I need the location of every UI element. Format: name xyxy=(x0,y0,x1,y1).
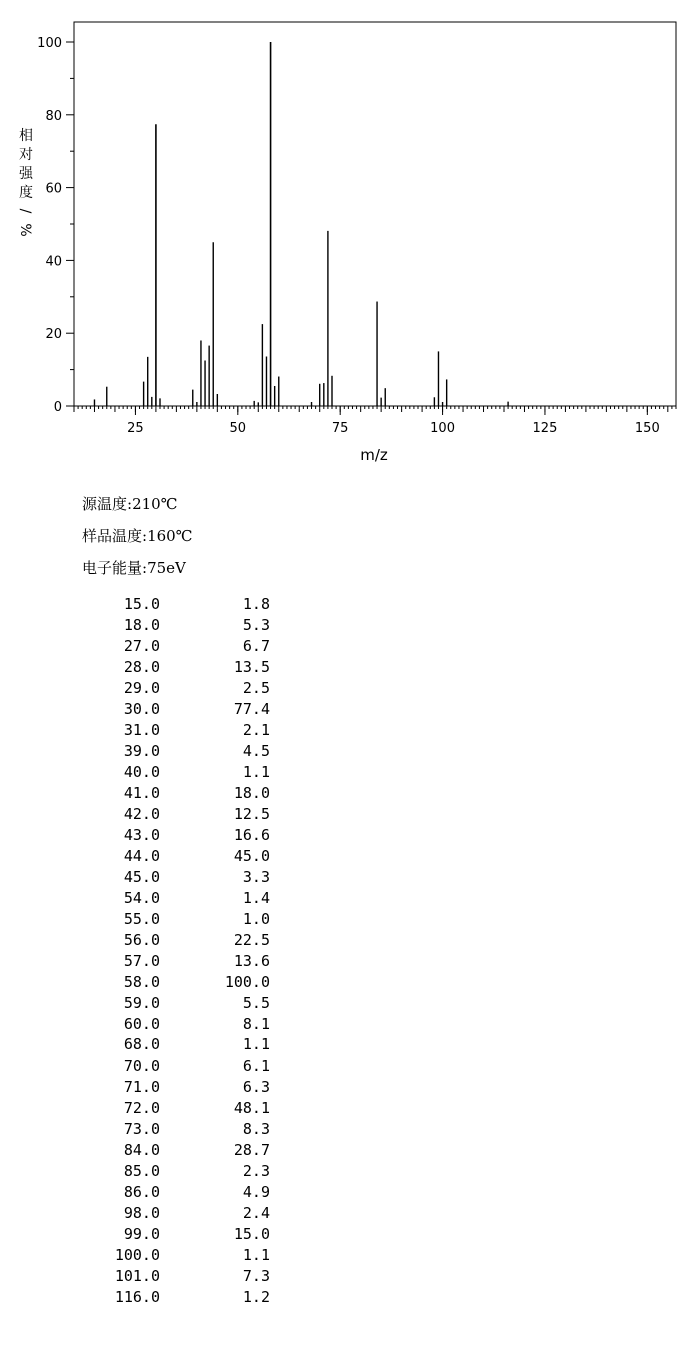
peak-mz: 60.0 xyxy=(123,1015,160,1033)
peak-intensity: 6.7 xyxy=(242,637,270,655)
peak-mz: 98.0 xyxy=(123,1204,160,1222)
y-tick-label: 100 xyxy=(37,36,62,51)
peak-table-row xyxy=(100,741,270,761)
condition-electron-energy: 电子能量:75eV xyxy=(82,559,186,577)
peak-table-row xyxy=(100,1182,270,1202)
peak-intensity: 1.4 xyxy=(242,889,270,907)
y-axis-title-char: 相 xyxy=(19,128,33,144)
plot-frame xyxy=(74,22,676,406)
peak-intensity: 2.1 xyxy=(242,721,270,739)
peak-intensity: 2.4 xyxy=(242,1204,270,1222)
peak-intensity: 6.3 xyxy=(242,1078,270,1096)
peak-intensity: 1.2 xyxy=(242,1288,270,1306)
peak-intensity: 1.1 xyxy=(242,1246,270,1264)
y-axis-title-char: % xyxy=(17,223,33,237)
x-tick-label: 75 xyxy=(331,421,349,436)
peak-mz: 39.0 xyxy=(123,742,160,760)
x-tick-label: 100 xyxy=(430,421,455,436)
peak-intensity: 6.1 xyxy=(242,1057,270,1075)
peak-intensity: 12.5 xyxy=(233,805,270,823)
peak-table-row xyxy=(100,888,270,908)
y-axis-title-char: / xyxy=(17,208,33,214)
peak-mz: 73.0 xyxy=(123,1120,160,1138)
peak-intensity: 16.6 xyxy=(233,826,270,844)
peak-mz: 30.0 xyxy=(123,700,160,718)
y-tick-label: 80 xyxy=(45,108,62,124)
peak-mz: 116.0 xyxy=(114,1288,160,1306)
mass-spectrum-chart xyxy=(0,0,687,470)
peak-table-row xyxy=(100,909,270,929)
peak-intensity: 8.3 xyxy=(242,1120,270,1138)
peak-intensity: 18.0 xyxy=(233,784,270,802)
peak-table-row xyxy=(100,1203,270,1223)
peak-mz: 15.0 xyxy=(123,595,160,613)
peak-intensity: 13.5 xyxy=(233,658,270,676)
peak-table-row xyxy=(100,825,270,845)
condition-label: 电子能量 xyxy=(82,559,143,577)
peak-mz: 68.0 xyxy=(123,1035,160,1053)
peak-table-row xyxy=(100,846,270,866)
peak-mz: 84.0 xyxy=(123,1141,160,1159)
peak-intensity: 1.0 xyxy=(242,910,270,928)
peak-intensity: 1.8 xyxy=(242,595,270,613)
peak-intensity: 1.1 xyxy=(242,763,270,781)
peak-mz: 27.0 xyxy=(123,637,160,655)
y-tick-label: 60 xyxy=(45,181,62,197)
x-axis xyxy=(127,406,660,436)
peak-table-row xyxy=(100,615,270,635)
peak-table-row xyxy=(100,699,270,719)
condition-sample-temp: 样品温度:160℃ xyxy=(82,527,193,545)
y-axis-title xyxy=(17,127,34,237)
peak-intensity: 22.5 xyxy=(233,931,270,949)
peak-mz: 54.0 xyxy=(123,889,160,907)
peak-table-row xyxy=(100,636,270,656)
y-axis-title-char: 强 xyxy=(19,166,33,182)
peak-intensity: 77.4 xyxy=(233,700,270,718)
peak-table-row xyxy=(100,1287,270,1307)
peak-table-row xyxy=(100,867,270,887)
peak-table-row xyxy=(100,993,270,1013)
peak-mz: 29.0 xyxy=(123,679,160,697)
peak-table-row xyxy=(100,1224,270,1244)
peak-table-row xyxy=(100,720,270,740)
peak-mz: 99.0 xyxy=(123,1225,160,1243)
y-axis xyxy=(37,36,74,415)
peak-mz: 72.0 xyxy=(123,1099,160,1117)
condition-label: 源温度 xyxy=(82,495,128,513)
peak-table-row xyxy=(100,1140,270,1160)
peak-intensity: 28.7 xyxy=(233,1141,270,1159)
peak-table-row xyxy=(100,678,270,698)
x-minor-ticks xyxy=(74,406,676,412)
peak-table-row xyxy=(100,951,270,971)
peak-mz: 18.0 xyxy=(123,616,160,634)
peak-table-row xyxy=(100,1119,270,1139)
peak-mz: 41.0 xyxy=(123,784,160,802)
peak-table-row xyxy=(100,594,270,614)
peak-table-row xyxy=(100,930,270,950)
peak-intensity: 1.1 xyxy=(242,1035,270,1053)
peak-table-row xyxy=(100,1056,270,1076)
peak-intensity: 2.5 xyxy=(242,679,270,697)
condition-source-temp: 源温度:210℃ xyxy=(82,495,178,513)
peak-table-row xyxy=(100,972,270,992)
peak-table-row xyxy=(100,1077,270,1097)
peak-intensity: 7.3 xyxy=(242,1267,270,1285)
peak-mz: 43.0 xyxy=(123,826,160,844)
peak-table-row xyxy=(100,657,270,677)
peak-mz: 101.0 xyxy=(114,1267,160,1285)
peak-intensity: 13.6 xyxy=(233,952,270,970)
peak-intensity: 3.3 xyxy=(242,868,270,886)
x-tick-label: 50 xyxy=(229,421,247,436)
peak-intensity: 2.3 xyxy=(242,1162,270,1180)
peak-mz: 71.0 xyxy=(123,1078,160,1096)
peak-intensity: 45.0 xyxy=(233,847,270,865)
peak-intensity: 4.5 xyxy=(242,742,270,760)
x-axis-title: m/z xyxy=(360,446,388,464)
y-tick-label: 0 xyxy=(53,400,62,415)
condition-value: 160℃ xyxy=(147,527,193,545)
peak-table-row xyxy=(100,804,270,824)
peak-mz: 85.0 xyxy=(123,1162,160,1180)
peak-table-row xyxy=(100,783,270,803)
peak-mz: 42.0 xyxy=(123,805,160,823)
y-tick-label: 40 xyxy=(45,254,62,270)
peak-mz: 55.0 xyxy=(123,910,160,928)
peak-table-row xyxy=(100,1161,270,1181)
condition-value: 75eV xyxy=(147,559,186,577)
peak-table-row xyxy=(100,762,270,782)
peak-mz: 28.0 xyxy=(123,658,160,676)
peak-intensity: 5.3 xyxy=(242,616,270,634)
peak-table-row xyxy=(100,1098,270,1118)
peak-intensity: 4.9 xyxy=(242,1183,270,1201)
peak-mz: 56.0 xyxy=(123,931,160,949)
peak-mz: 58.0 xyxy=(123,973,160,991)
y-tick-label: 20 xyxy=(45,327,62,343)
condition-value: 210℃ xyxy=(132,495,178,513)
peak-mz: 31.0 xyxy=(123,721,160,739)
peak-intensity: 48.1 xyxy=(233,1099,270,1117)
peak-mz: 86.0 xyxy=(123,1183,160,1201)
peak-bars xyxy=(94,42,508,406)
y-axis-title-char: 度 xyxy=(19,185,33,201)
x-tick-label: 150 xyxy=(634,421,660,436)
peak-mz: 100.0 xyxy=(114,1246,160,1264)
x-tick-label: 25 xyxy=(127,421,144,436)
x-tick-label: 125 xyxy=(532,421,558,436)
peak-intensity: 100.0 xyxy=(224,973,270,991)
condition-label: 样品温度 xyxy=(82,527,143,545)
peak-intensity: 15.0 xyxy=(233,1225,270,1243)
peak-mz: 44.0 xyxy=(123,847,160,865)
peak-mz: 59.0 xyxy=(123,994,160,1012)
peak-table-row xyxy=(100,1245,270,1265)
peak-intensity: 8.1 xyxy=(242,1015,270,1033)
conditions-list xyxy=(82,492,193,588)
peak-table-row xyxy=(100,1266,270,1286)
peak-mz: 40.0 xyxy=(123,763,160,781)
y-axis-title-char: 对 xyxy=(19,147,33,163)
peak-mz: 57.0 xyxy=(123,952,160,970)
peak-mz: 45.0 xyxy=(123,868,160,886)
peak-mz: 70.0 xyxy=(123,1057,160,1075)
peak-table-row xyxy=(100,1014,270,1034)
peak-intensity: 5.5 xyxy=(242,994,270,1012)
peak-table-row xyxy=(100,1034,270,1054)
